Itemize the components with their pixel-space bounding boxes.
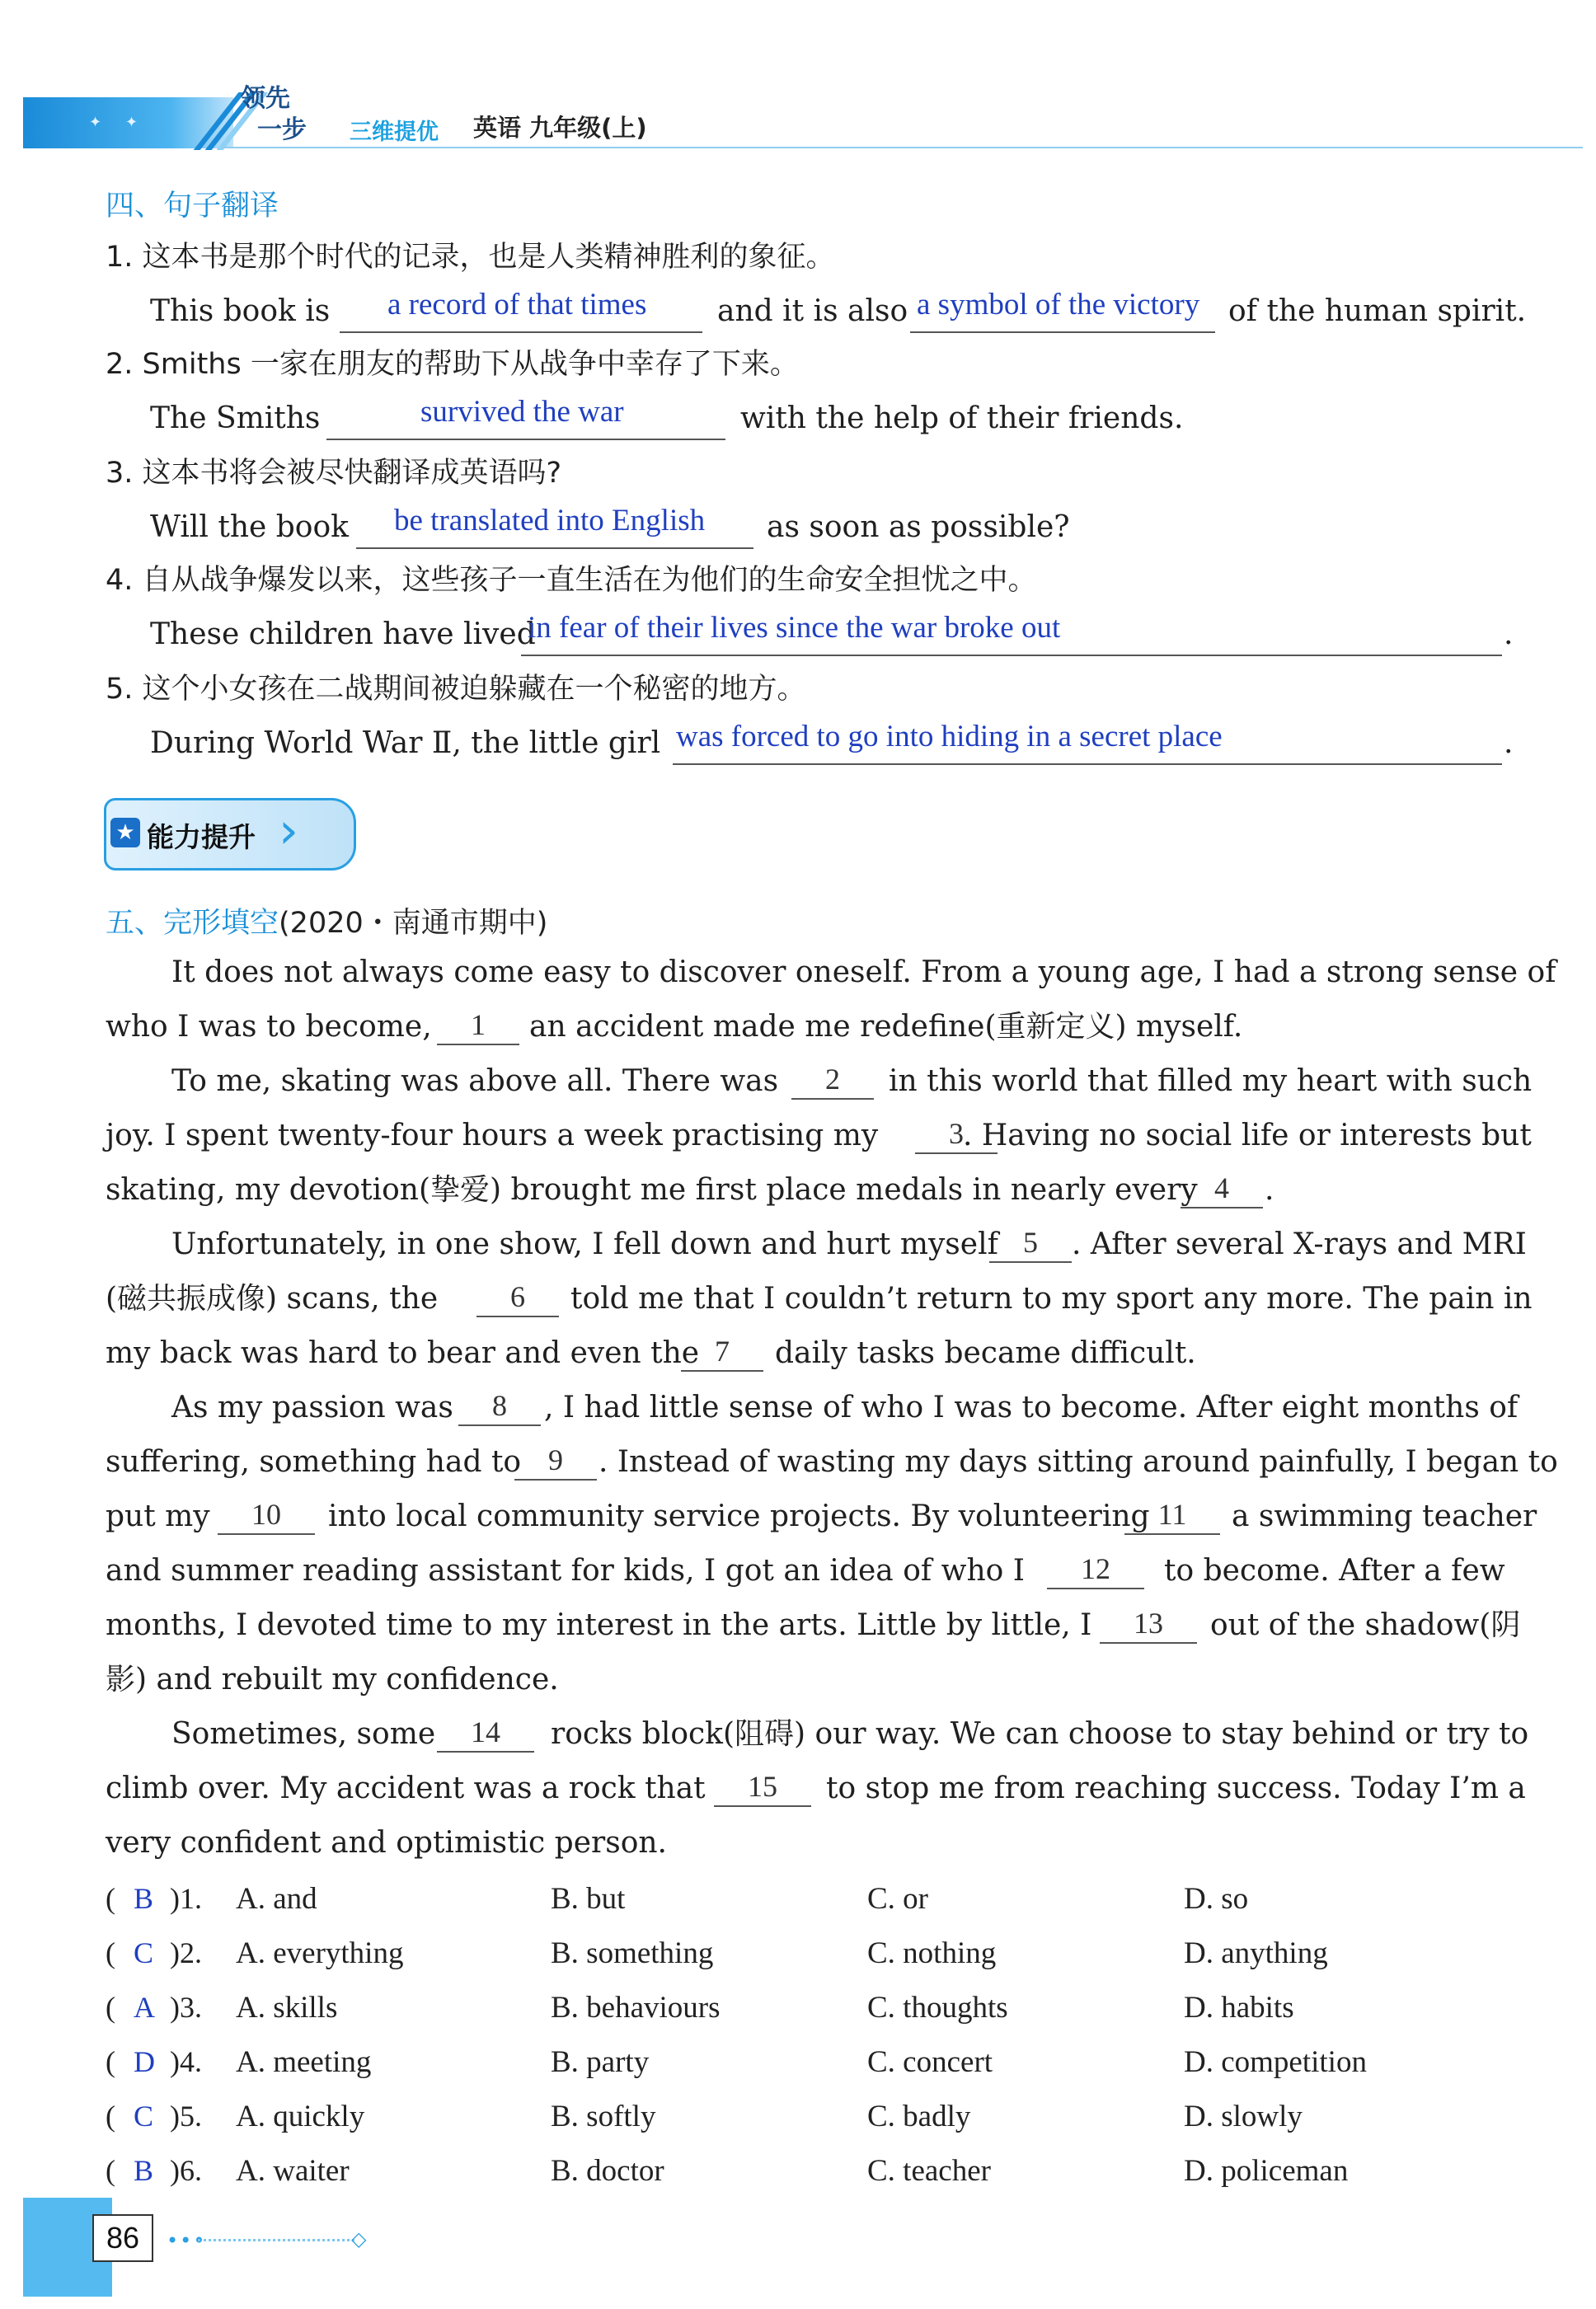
- passage-line: to become. After a few: [1164, 1554, 1505, 1588]
- question-number: )6.: [170, 2154, 202, 2187]
- cloze-blank: [989, 1261, 1072, 1263]
- option-b: B. doctor: [551, 2154, 664, 2188]
- header-book-title: 英语 九年级(上): [473, 114, 647, 142]
- footer-dotted-line: [198, 2239, 354, 2241]
- section-4-title: 四、句子翻译: [106, 190, 279, 223]
- cloze-blank-number: 2: [825, 1063, 840, 1096]
- option-d: D. policeman: [1184, 2154, 1349, 2188]
- item-chinese-text: Smiths 一家在朋友的帮助下从战争中幸存了下来。: [142, 348, 799, 381]
- item-4-chinese: [106, 562, 1037, 598]
- passage-line: , I had little sense of who I was to become. After eight months of: [544, 1391, 1519, 1424]
- passage-line: rocks block(阻碍) our way. We can choose to stay behind or try to: [551, 1717, 1529, 1751]
- option-b: B. behaviours: [551, 1991, 721, 2025]
- option-c: C. badly: [867, 2100, 971, 2133]
- question-answer: D: [134, 2045, 155, 2078]
- footer-dots: •••: [167, 2229, 207, 2252]
- header-logo-line1: 领先: [241, 84, 290, 113]
- passage-line: Unfortunately, in one show, I fell down and hurt myself: [171, 1227, 998, 1261]
- passage-line: To me, skating was above all. There was: [171, 1064, 779, 1098]
- passage-line: It does not always come easy to discover oneself. From a young age, I had a strong sense of: [171, 955, 1556, 989]
- option-d: D. habits: [1184, 1991, 1294, 2025]
- item-2-chinese: [106, 346, 799, 382]
- option-a: A. quickly: [236, 2100, 365, 2133]
- item-1-seg1: This book is: [150, 294, 331, 328]
- section-5-heading: 五、完形填空: [106, 907, 279, 940]
- passage-line: who I was to become,: [106, 1010, 432, 1044]
- question-answer: C: [134, 1936, 154, 1969]
- item-1-seg3: of the human spirit.: [1228, 294, 1527, 328]
- cloze-blank: [437, 1751, 534, 1753]
- passage-line: to stop me from reaching success. Today I’m a: [826, 1772, 1526, 1805]
- question-number: )3.: [170, 1991, 202, 2024]
- passage-line: months, I devoted time to my interest in the arts. Little by little, I: [106, 1608, 1092, 1642]
- item-5-answer: was forced to go into hiding in a secret place: [676, 720, 1223, 753]
- item-3-seg2: as soon as possible?: [767, 510, 1070, 544]
- item-3-chinese: [106, 455, 561, 491]
- answer-blank: [910, 331, 1215, 333]
- passage-line: (磁共振成像) scans, the: [106, 1282, 439, 1316]
- passage-line: .: [1265, 1173, 1274, 1207]
- question-answer: B: [134, 1882, 154, 1915]
- option-b: B. softly: [551, 2100, 656, 2133]
- cloze-blank-number: 11: [1157, 1498, 1187, 1531]
- cloze-blank: [1047, 1588, 1144, 1589]
- question-number: )2.: [170, 1936, 202, 1969]
- passage-line: . Instead of wasting my days sitting around painfully, I began to: [598, 1445, 1558, 1479]
- item-number: 4.: [106, 564, 134, 597]
- paren-open: (: [106, 2154, 115, 2187]
- passage-line: 影) and rebuilt my confidence.: [106, 1663, 559, 1697]
- question-answer: C: [134, 2100, 154, 2133]
- answer-blank: [521, 655, 1502, 656]
- option-c: C. teacher: [867, 2154, 991, 2188]
- header-rule: [223, 147, 1583, 148]
- item-1-chinese: [106, 239, 835, 275]
- item-number: 5.: [106, 673, 134, 706]
- item-4-period: .: [1504, 617, 1514, 651]
- header-series: 三维提优: [350, 120, 439, 145]
- option-c: C. thoughts: [867, 1991, 1008, 2025]
- option-a: A. skills: [236, 1991, 338, 2025]
- paren-open: (: [106, 1882, 115, 1915]
- item-1-answer-2: a symbol of the victory: [917, 288, 1200, 321]
- header-star-icon: ✦: [125, 114, 138, 131]
- paren-open: (: [106, 2100, 115, 2133]
- cloze-blank-number: 8: [492, 1389, 507, 1422]
- question-number: )5.: [170, 2100, 202, 2133]
- question-number: )1.: [170, 1882, 202, 1915]
- header-logo-line2: 一步: [257, 115, 307, 144]
- cloze-blank-number: 10: [251, 1498, 281, 1531]
- cloze-blank-number: 9: [548, 1443, 563, 1476]
- option-a: A. meeting: [236, 2045, 372, 2079]
- cloze-blank-number: 3: [949, 1117, 964, 1150]
- cloze-blank: [1181, 1207, 1263, 1208]
- cloze-blank: [714, 1805, 811, 1807]
- item-5-seg1: During World War Ⅱ, the little girl: [150, 726, 661, 760]
- paren-open: (: [106, 2045, 115, 2078]
- item-chinese-text: 这本书将会被尽快翻译成英语吗?: [142, 457, 562, 490]
- star-icon: ★: [110, 818, 140, 847]
- passage-line: daily tasks became difficult.: [775, 1336, 1196, 1370]
- item-chinese-text: 自从战争爆发以来，这些孩子一直生活在为他们的生命安全担忧之中。: [142, 564, 1037, 597]
- passage-line: climb over. My accident was a rock that: [106, 1772, 706, 1805]
- item-1-seg2: and it is also: [717, 294, 908, 328]
- passage-line: skating, my devotion(挚爱) brought me first place medals in nearly every: [106, 1173, 1198, 1207]
- passage-line: Sometimes, some: [171, 1717, 436, 1751]
- header-star-icon: ✦: [89, 114, 102, 131]
- item-number: 2.: [106, 348, 134, 381]
- passage-line: . Having no social life or interests but: [963, 1119, 1532, 1152]
- question-answer: B: [134, 2154, 154, 2187]
- answer-blank: [356, 547, 753, 549]
- passage-line: told me that I couldn’t return to my sport any more. The pain in: [570, 1282, 1533, 1316]
- cloze-blank: [681, 1370, 763, 1372]
- question-answer: A: [134, 1991, 155, 2024]
- option-b: B. something: [551, 1936, 714, 1970]
- diamond-icon: ◇: [351, 2227, 367, 2250]
- cloze-blank: [514, 1479, 597, 1481]
- section-5-source: (2020・南通市期中): [279, 907, 548, 940]
- item-2-seg2: with the help of their friends.: [740, 401, 1184, 435]
- item-5-chinese: [106, 671, 806, 707]
- option-d: D. competition: [1184, 2045, 1367, 2079]
- option-c: C. or: [867, 1882, 928, 1916]
- item-number: 1.: [106, 241, 134, 274]
- option-b: B. party: [551, 2045, 650, 2079]
- passage-line: my back was hard to bear and even the: [106, 1336, 700, 1370]
- cloze-blank-number: 15: [748, 1770, 777, 1803]
- cloze-blank-number: 13: [1134, 1607, 1163, 1640]
- cloze-blank: [1100, 1642, 1197, 1644]
- passage-line: very confident and optimistic person.: [106, 1826, 667, 1860]
- item-3-answer: be translated into English: [394, 504, 706, 537]
- cloze-blank-number: 12: [1081, 1552, 1110, 1585]
- passage-line: a swimming teacher: [1232, 1499, 1537, 1533]
- option-a: A. everything: [236, 1936, 404, 1970]
- item-2-answer: survived the war: [420, 395, 624, 429]
- passage-line: out of the shadow(阴: [1210, 1608, 1521, 1642]
- item-1-answer-1: a record of that times: [387, 288, 647, 321]
- option-d: D. so: [1184, 1882, 1249, 1916]
- answer-blank: [326, 439, 725, 440]
- banner-label: 能力提升: [147, 821, 256, 853]
- cloze-blank: [437, 1044, 519, 1045]
- passage-line: in this world that filled my heart with such: [889, 1064, 1533, 1098]
- option-b: B. but: [551, 1882, 626, 1916]
- passage-line: and summer reading assistant for kids, I got an idea of who I: [106, 1554, 1025, 1588]
- passage-line: . After several X-rays and MRI: [1072, 1227, 1527, 1261]
- item-4-seg1: These children have lived: [150, 617, 536, 651]
- answer-blank: [340, 331, 702, 333]
- item-chinese-text: 这个小女孩在二战期间被迫躲藏在一个秘密的地方。: [142, 673, 806, 706]
- option-d: D. anything: [1184, 1936, 1328, 1970]
- cloze-blank-number: 4: [1214, 1171, 1229, 1204]
- item-chinese-text: 这本书是那个时代的记录，也是人类精神胜利的象征。: [142, 241, 835, 274]
- question-number: )4.: [170, 2045, 202, 2078]
- option-a: A. waiter: [236, 2154, 350, 2188]
- item-2-seg1: The Smiths: [150, 401, 321, 435]
- item-4-answer: in fear of their lives since the war broke out: [528, 611, 1061, 645]
- cloze-blank: [476, 1316, 559, 1317]
- option-a: A. and: [236, 1882, 317, 1916]
- item-5-period: .: [1504, 726, 1514, 760]
- passage-line: joy. I spent twenty-four hours a week practising my: [106, 1119, 879, 1152]
- option-c: C. concert: [867, 2045, 993, 2079]
- section-5-title: [106, 900, 547, 941]
- page-number: 86: [92, 2214, 153, 2262]
- cloze-blank-number: 5: [1023, 1226, 1038, 1259]
- option-d: D. slowly: [1184, 2100, 1303, 2133]
- cloze-blank-number: 14: [471, 1715, 500, 1748]
- answer-blank: [673, 763, 1502, 765]
- cloze-blank: [458, 1424, 541, 1426]
- passage-line: put my: [106, 1499, 210, 1533]
- cloze-blank-number: 6: [510, 1280, 525, 1313]
- item-3-seg1: Will the book: [150, 510, 349, 544]
- passage-line: As my passion was: [171, 1391, 453, 1424]
- cloze-blank: [791, 1098, 874, 1100]
- option-c: C. nothing: [867, 1936, 997, 1970]
- passage-line: an accident made me redefine(重新定义) myself.: [529, 1010, 1243, 1044]
- chevron-right-icon: ›: [279, 802, 298, 860]
- paren-open: (: [106, 1991, 115, 2024]
- passage-line: into local community service projects. By volunteering: [328, 1499, 1150, 1533]
- cloze-blank: [218, 1533, 315, 1535]
- passage-line: suffering, something had to: [106, 1445, 522, 1479]
- cloze-blank: [1124, 1533, 1220, 1535]
- paren-open: (: [106, 1936, 115, 1969]
- cloze-blank-number: 7: [715, 1335, 730, 1368]
- cloze-blank-number: 1: [471, 1008, 486, 1041]
- item-number: 3.: [106, 457, 134, 490]
